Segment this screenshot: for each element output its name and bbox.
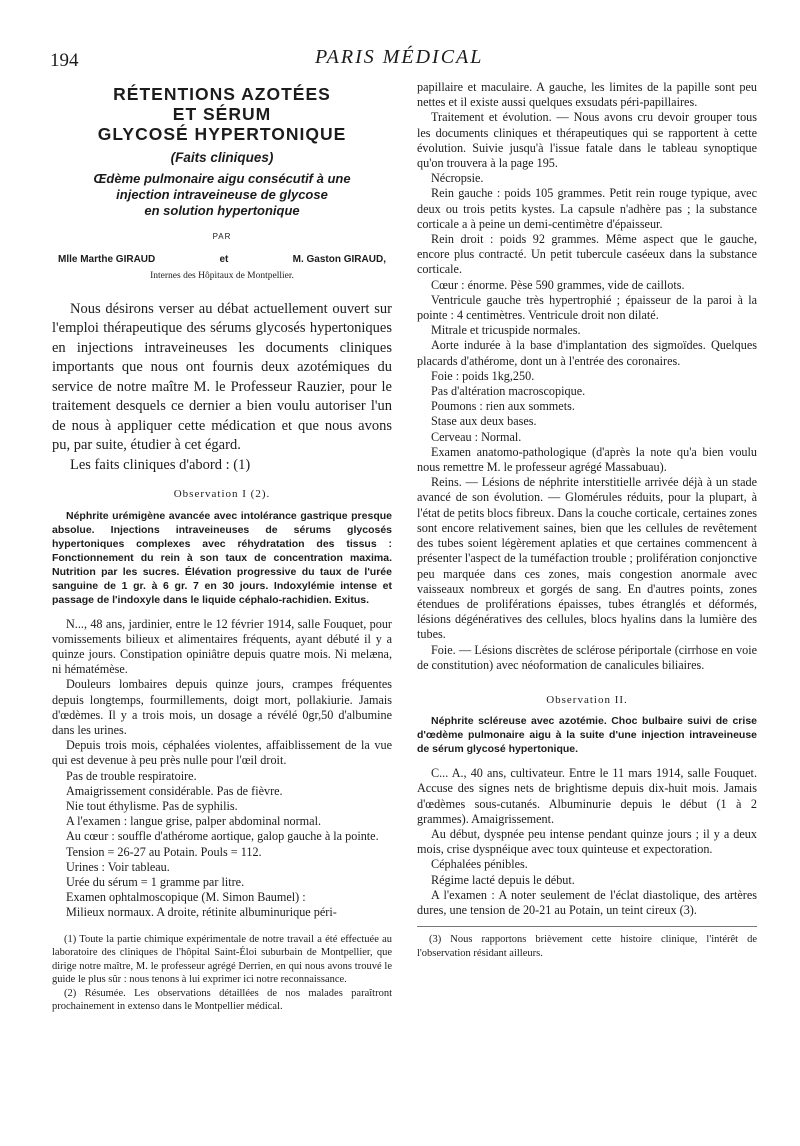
obs1-paragraph: Nie tout éthylisme. Pas de syphilis.	[66, 798, 238, 813]
article-subject	[52, 171, 392, 219]
footnotes-right	[417, 933, 757, 960]
right-paragraph: Cerveau : Normal.	[431, 429, 522, 444]
observation-2-heading: Observation II.	[546, 693, 628, 706]
observation-2-summary: Néphrite scléreuse avec azotémie. Choc bulbaire suivi de crise d'œdème pulmonaire aigu à la suite d'une injection intraveineuse de sérum glycosé hypertonique.	[417, 715, 757, 756]
right-paragraph: Nécropsie.	[431, 171, 484, 186]
left-column	[52, 80, 392, 1014]
author-affiliation: Internes des Hôpitaux de Montpellier.	[150, 270, 294, 281]
obs2-paragraph: Au début, dyspnée peu intense pendant quinze jours ; il y a deux mois, crise dyspnéique avec toux quinteuse et expectoration.	[417, 826, 757, 857]
observation-1-heading: Observation I (2).	[173, 488, 271, 501]
running-title: PARIS MÉDICAL	[315, 46, 484, 68]
right-paragraph: Pas d'altération macroscopique.	[431, 384, 586, 399]
par-label: PAR	[212, 232, 232, 242]
right-paragraph: Foie : poids 1kg,250.	[431, 368, 535, 383]
intro-paragraph-2: Les faits cliniques d'abord : (1)	[70, 456, 251, 473]
right-paragraph: Rein droit : poids 92 grammes. Même aspect que le gauche, encore plus contracté. Un petit tubercule caséeux dans la substance corticale.	[417, 232, 757, 277]
authors	[52, 252, 392, 267]
footnote: (1) Toute la partie chimique expérimentale de notre travail a été effectuée au laboratoire des cliniques de l'hôpital Saint-Éloi suburbain de Montpellier, que dirige notre maître, M. le professeur agrégé Derrien, en qui nous avons trouvé le guide le plus sûr : nous tenons à lui exprimer ici notre reconnaissance.	[52, 933, 392, 986]
title-line: RÉTENTIONS AZOTÉES	[113, 84, 331, 104]
right-paragraph: Poumons : rien aux sommets.	[431, 399, 575, 414]
subject-line: Œdème pulmonaire aigu consécutif à une	[93, 171, 351, 187]
footnote-divider	[417, 926, 757, 927]
obs1-paragraph: Depuis trois mois, céphalées violentes, affaiblissement de la vue qui est devenue à peu près nulle pour l'œil droit.	[52, 738, 392, 768]
subject-line: en solution hypertonique	[144, 203, 300, 219]
footnotes	[52, 933, 392, 1014]
obs1-paragraph: Amaigrissement considérable. Pas de fièvre.	[66, 783, 283, 798]
obs1-paragraph: Pas de trouble respiratoire.	[66, 768, 197, 783]
right-paragraph: Mitrale et tricuspide normales.	[431, 323, 581, 338]
obs2-paragraph: Céphalées pénibles.	[431, 857, 528, 872]
obs2-paragraph: A l'examen : A noter seulement de l'éclat diastolique, des artères dures, une tension de 20-21 au Potain, un teint cireux (3).	[417, 887, 757, 917]
title-line: ET SÉRUM	[172, 104, 272, 124]
right-paragraph: Stase aux deux bases.	[431, 414, 537, 429]
article-title	[52, 84, 392, 144]
intro-paragraph: Nous désirons verser au débat actuellement ouvert sur l'emploi thérapeutique des sérums glycosés hypertoniques en injections intraveineuses les documents cliniques importants que nous ont fournis deux azotémiques du service de notre maître M. le Professeur Rauzier, pour le traitement desquels ce dernier a bien voulu autoriser l'un de nous à appliquer cette médication et que nous avons pu, par suite, étudier à cet égard.	[52, 300, 392, 454]
right-column	[417, 80, 757, 960]
right-paragraph: Reins. — Lésions de néphrite interstitielle arrivée déjà à un stade avancé de son évolution. — Glomérules réduits, pour la plupart, à l'état de petits blocs fibreux. Dans la couche corticale, certaines zones sont encore relativement saines, bien que les cellules de revêtement des tubes soient légèrement aplaties et que certaines commencent à présenter l'aspect de la tuméfaction trouble ; prolifération conjonctive peu marquée dans ces zones, mais congestion anormale avec vaisseaux nombreux et gorgés de sang. En d'autres points, zones étendues de proliférations épaisses, tubes étranglés et déformés, lésions dégénératives des cellules, blocs hyalins dans la lumière des tubes.	[417, 475, 757, 642]
right-paragraph: Ventricule gauche très hypertrophié ; épaisseur de la paroi à la pointe : 4 centimètres. Ventricule droit non dilaté.	[417, 292, 757, 323]
subject-line: injection intraveineuse de glycose	[116, 187, 328, 203]
title-line: GLYCOSÉ HYPERTONIQUE	[97, 124, 347, 144]
obs1-paragraph: Au cœur : souffle d'athérome aortique, galop gauche à la pointe.	[66, 829, 379, 844]
obs1-paragraph: N..., 48 ans, jardinier, entre le 12 février 1914, salle Fouquet, pour vomissements bilieux et alimentaires fréquents, ayant débuté il y a quinze jours. Constipation opiniâtre depuis quatre mois. Ni melæna, ni hématémèse.	[52, 616, 392, 677]
obs1-paragraph: Tension = 26-27 au Potain. Pouls = 112.	[66, 844, 262, 859]
author-1: Mlle Marthe GIRAUD	[58, 254, 156, 266]
author-2: M. Gaston GIRAUD,	[292, 254, 386, 266]
right-paragraph: Cœur : énorme. Pèse 590 grammes, vide de caillots.	[431, 277, 685, 292]
article-subtitle: (Faits cliniques)	[170, 150, 274, 165]
obs2-paragraph: C... A., 40 ans, cultivateur. Entre le 11 mars 1914, salle Fouquet. Accuse des signes nets de brightisme depuis dix-huit mois. Jamais d'œdèmes sous-cutanés. Albuminurie depuis le début (1 à 2 grammes). Amaigrissement.	[417, 766, 757, 826]
obs2-paragraph: Régime lacté depuis le début.	[431, 872, 575, 887]
footnote: (3) Nous rapportons brièvement cette histoire clinique, l'intérêt de l'observation résidant ailleurs.	[417, 934, 757, 959]
obs1-paragraph: Examen ophtalmoscopique (M. Simon Baumel) :	[66, 890, 306, 905]
obs1-paragraph: A l'examen : langue grise, palper abdominal normal.	[66, 814, 322, 829]
obs1-paragraph: Douleurs lombaires depuis quinze jours, crampes fréquentes depuis longtemps, fourmillements, doigt mort, pollakiurie. Jamais d'œdèmes. Il y a trois mois, un dosage a révélé 0gr,50 d'albumine dans les urines.	[52, 677, 392, 737]
footnote: (2) Résumée. Les observations détaillées de nos malades paraîtront prochainement in extenso dans le Montpellier médical.	[52, 987, 392, 1013]
obs1-paragraph: Milieux normaux. A droite, rétinite albuminurique péri-	[66, 905, 337, 920]
obs1-paragraph: Urines : Voir tableau.	[66, 859, 170, 874]
right-paragraph: Rein gauche : poids 105 grammes. Petit rein rouge typique, avec deux ou trois petits kystes. La capsule n'adhère pas ; la substance corticale a à peine un demi-centimètre d'épaisseur.	[417, 186, 757, 231]
right-paragraph: papillaire et maculaire. A gauche, les limites de la papille sont peu nettes et il existe aussi quelques exsudats péri-papillaires.	[417, 80, 757, 110]
right-paragraph: Traitement et évolution. — Nous avons cru devoir grouper tous les documents cliniques et thérapeutiques qui se rapportent à cette évolution. Suivie jusqu'à l'issue fatale dans le tableau synoptique qu'on trouvera à la page 195.	[417, 110, 757, 171]
right-paragraph: Foie. — Lésions discrètes de sclérose périportale (cirrhose en voie de constitution) avec néoformation de canalicules biliaires.	[417, 642, 757, 672]
right-paragraph: Aorte indurée à la base d'implantation des sigmoïdes. Quelques placards d'athérome, dont un à l'entrée des coronaires.	[417, 338, 757, 368]
right-paragraph: Examen anatomo-pathologique (d'après la note qu'a bien voulu nous remettre M. le professeur agrégé Massabuau).	[417, 444, 757, 475]
obs1-paragraph: Urée du sérum = 1 gramme par litre.	[66, 874, 245, 889]
author-et: et	[219, 254, 229, 266]
page-number: 194	[50, 50, 79, 71]
observation-1-summary: Néphrite urémigène avancée avec intolérance gastrique presque absolue. Injections intraveineuses de sérums glycosés hypertoniques complexes avec réhydratation des tissus : Fonctionnement du rein à son taux de concentration maxima. Nutrition par les sucres. Élévation progressive du taux de l'urée sanguine de 1 gr. à 6 gr. 7 en 30 jours. Indoxylémie intense et passage de l'indoxyle dans le liquide céphalo-rachidien. Exitus.	[52, 509, 392, 606]
